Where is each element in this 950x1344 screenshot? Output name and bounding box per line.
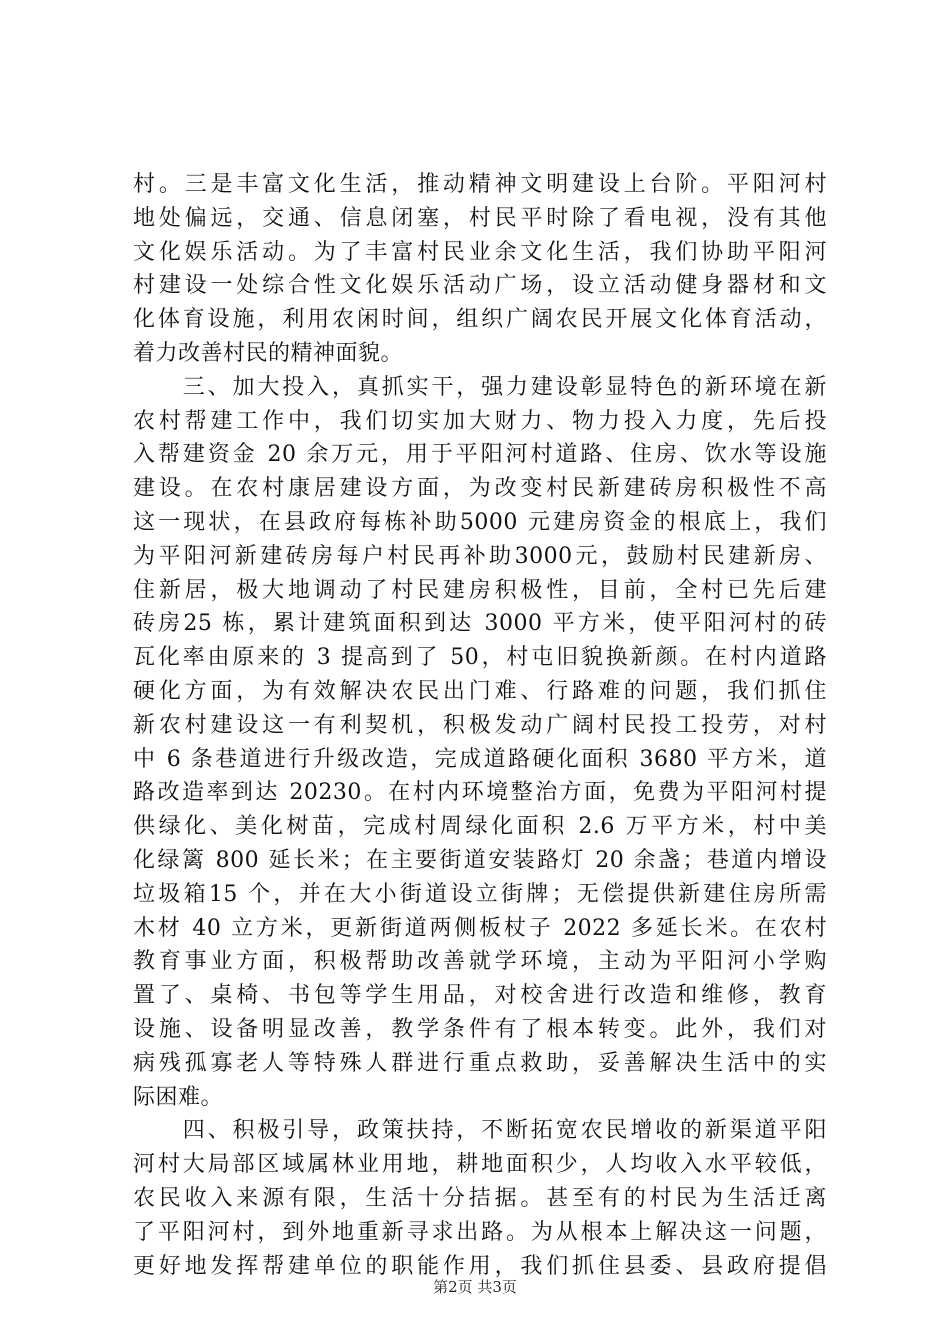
text-line: 农民收入来源有限，生活十分拮据。甚至有的村民为生活迁离 <box>133 1185 827 1211</box>
text-line: 化体育设施，利用农闲时间，组织广阔农民开展文化体育活动， <box>133 307 827 333</box>
text-line: 住新居，极大地调动了村民建房积极性，目前，全村已先后建 <box>133 577 827 603</box>
text-line: 置了、桌椅、书包等学生用品，对校舍进行改造和维修，教育 <box>133 983 827 1009</box>
text-line: 着力改善村民的精神面貌。 <box>133 340 404 366</box>
text-line: 木材 40 立方米，更新街道两侧板杖子 2022 多延长米。在农村 <box>133 915 827 941</box>
text-line: 为平阳河新建砖房每户村民再补助3000元，鼓励村民建新房、 <box>133 543 827 569</box>
text-line: 路改造率到达 20230。在村内环境整治方面，免费为平阳河村提 <box>133 780 827 806</box>
text-line: 硬化方面，为有效解决农民出门难、行路难的问题，我们抓住 <box>133 678 827 704</box>
text-line: 更好地发挥帮建单位的职能作用，我们抓住县委、县政府提倡 <box>133 1253 827 1279</box>
text-line: 化绿篱 800 延长米；在主要街道安装路灯 20 余盏；巷道内增设 <box>133 847 827 873</box>
text-line: 垃圾箱15 个，并在大小街道设立街牌；无偿提供新建住房所需 <box>133 881 827 907</box>
text-line: 三、加大投入，真抓实干，强力建设彰显特色的新环境在新 <box>133 374 827 400</box>
text-line: 中 6 条巷道进行升级改造，完成道路硬化面积 3680 平方米，道 <box>133 746 827 772</box>
page-footer: 第2页 共3页 <box>433 1278 517 1296</box>
text-line: 这一现状，在县政府每栋补助5000 元建房资金的根底上，我们 <box>133 509 827 535</box>
text-line: 四、积极引导，政策扶持，不断拓宽农民增收的新渠道平阳 <box>133 1118 827 1144</box>
text-line: 村建设一处综合性文化娱乐活动广场，设立活动健身器材和文 <box>133 273 827 299</box>
document-body <box>133 168 827 1283</box>
text-line: 病残孤寡老人等特殊人群进行重点救助，妥善解决生活中的实 <box>133 1050 827 1076</box>
text-line: 教育事业方面，积极帮助改善就学环境，主动为平阳河小学购 <box>133 949 827 975</box>
text-line: 际困难。 <box>133 1084 224 1110</box>
text-line: 河村大局部区域属林业用地，耕地面积少，人均收入水平较低， <box>133 1152 827 1178</box>
text-line: 砖房25 栋，累计建筑面积到达 3000 平方米，使平阳河村的砖 <box>133 611 827 637</box>
text-line: 瓦化率由原来的 3 提高到了 50，村屯旧貌换新颜。在村内道路 <box>133 645 827 671</box>
text-line: 设施、设备明显改善，教学条件有了根本转变。此外，我们对 <box>133 1016 827 1042</box>
text-line: 农村帮建工作中，我们切实加大财力、物力投入力度，先后投 <box>133 408 827 434</box>
text-line: 了平阳河村，到外地重新寻求出路。为从根本上解决这一问题， <box>133 1219 827 1245</box>
text-line: 建设。在农村康居建设方面，为改变村民新建砖房积极性不高 <box>133 476 827 502</box>
text-line: 入帮建资金 20 余万元，用于平阳河村道路、住房、饮水等设施 <box>133 442 827 468</box>
text-line: 村。三是丰富文化生活，推动精神文明建设上台阶。平阳河村 <box>133 172 827 197</box>
text-line: 文化娱乐活动。为了丰富村民业余文化生活，我们协助平阳河 <box>133 239 827 265</box>
text-line: 新农村建设这一有利契机，积极发动广阔村民投工投劳，对村 <box>133 712 827 738</box>
text-line: 地处偏远，交通、信息闭塞，村民平时除了看电视，没有其他 <box>133 205 827 231</box>
text-line: 供绿化、美化树苗，完成村周绿化面积 2.6 万平方米，村中美 <box>133 814 827 840</box>
